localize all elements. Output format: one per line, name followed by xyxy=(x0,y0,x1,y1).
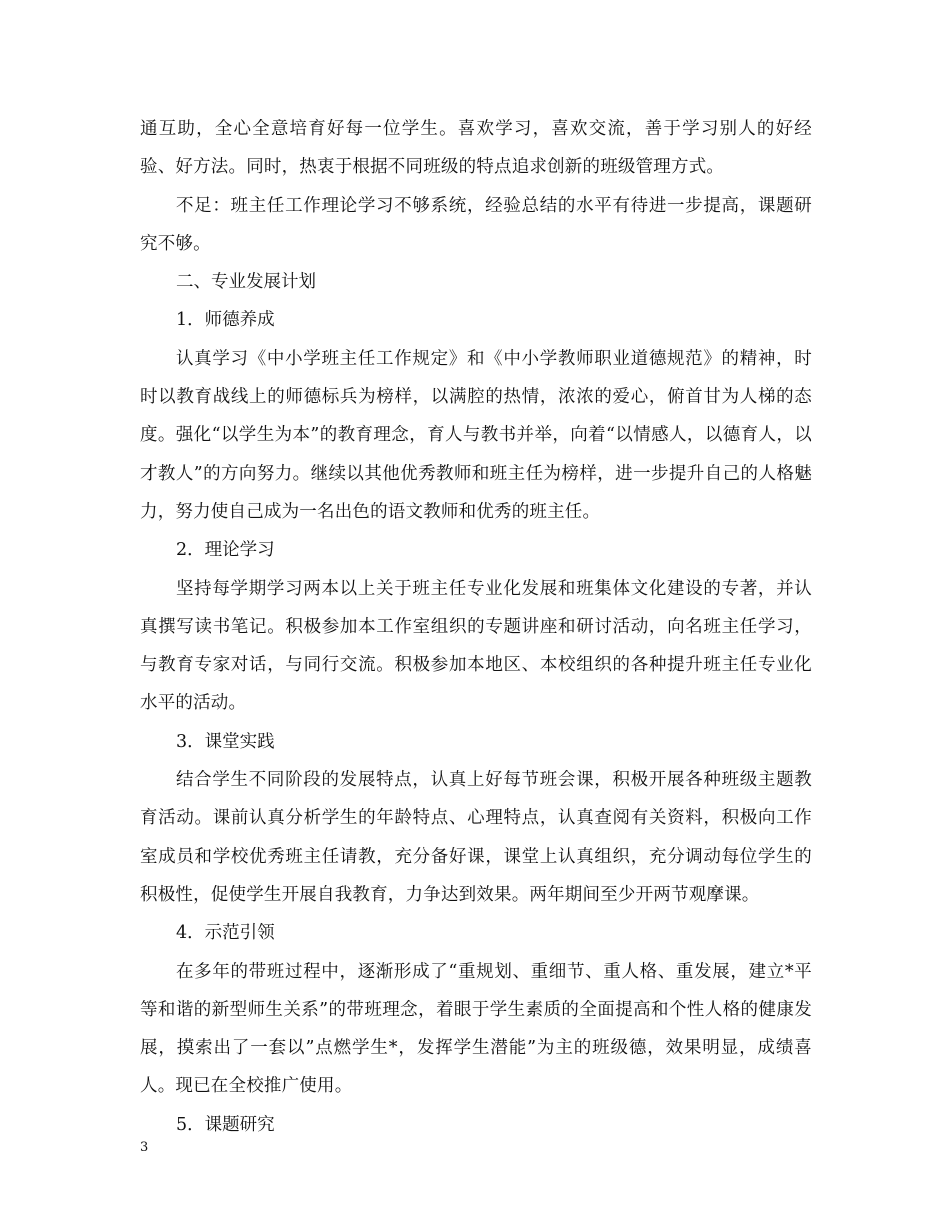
body-paragraph: 坚持每学期学习两本以上关于班主任专业化发展和班集体文化建设的专著，并认真撰写读书笔记。积极参加本工作室组织的专题讲座和研讨活动，向名班主任学习，与教育专家对话，与同行交流。积极参加本地区、本校组织的各种提升班主任专业化水平的活动。 xyxy=(140,578,812,714)
body-paragraph: 不足：班主任工作理论学习不够系统，经验总结的水平有待进一步提高，课题研究不够。 xyxy=(140,195,812,254)
subsection-heading: 5．课题研究 xyxy=(176,1114,275,1135)
document-body xyxy=(140,110,812,1144)
body-paragraph: 在多年的带班过程中，逐渐形成了“重规划、重细节、重人格、重发展，建立*平等和谐的新型师生关系”的带班理念，着眼于学生素质的全面提高和个性人格的健康发展，摸索出了一套以”点燃学生*，发挥学生潜能”为主的班级德，效果明显，成绩喜人。现已在全校推广使用。 xyxy=(140,961,812,1097)
subsection-heading: 3．课堂实践 xyxy=(176,731,275,752)
section-heading: 二、专业发展计划 xyxy=(176,272,316,293)
subsection-heading: 1．师德养成 xyxy=(176,310,275,331)
body-paragraph: 结合学生不同阶段的发展特点，认真上好每节班会课，积极开展各种班级主题教育活动。课前认真分析学生的年龄特点、心理特点，认真查阅有关资料，积极向工作室成员和学校优秀班主任请教，充分备好课，课堂上认真组织，充分调动每位学生的积极性，促使学生开展自我教育，力争达到效果。两年期间至少开两节观摩课。 xyxy=(140,770,812,905)
page-number: 3 xyxy=(140,1140,149,1155)
body-paragraph: 认真学习《中小学班主任工作规定》和《中小学教师职业道德规范》的精神，时时以教育战线上的师德标兵为榜样，以满腔的热情，浓浓的爱心，俯首甘为人梯的态度。强化“以学生为本”的教育理念，育人与教书并举，向着“以情感人，以德育人，以才教人”的方向努力。继续以其他优秀教师和班主任为榜样，进一步提升自己的人格魅力，努力使自己成为一名出色的语文教师和优秀的班主任。 xyxy=(140,348,812,522)
subsection-heading: 4．示范引领 xyxy=(176,923,275,944)
subsection-heading: 2．理论学习 xyxy=(176,540,275,561)
body-paragraph: 通互助，全心全意培育好每一位学生。喜欢学习，喜欢交流，善于学习别人的好经验、好方法。同时，热衷于根据不同班级的特点追求创新的班级管理方式。 xyxy=(140,119,812,178)
